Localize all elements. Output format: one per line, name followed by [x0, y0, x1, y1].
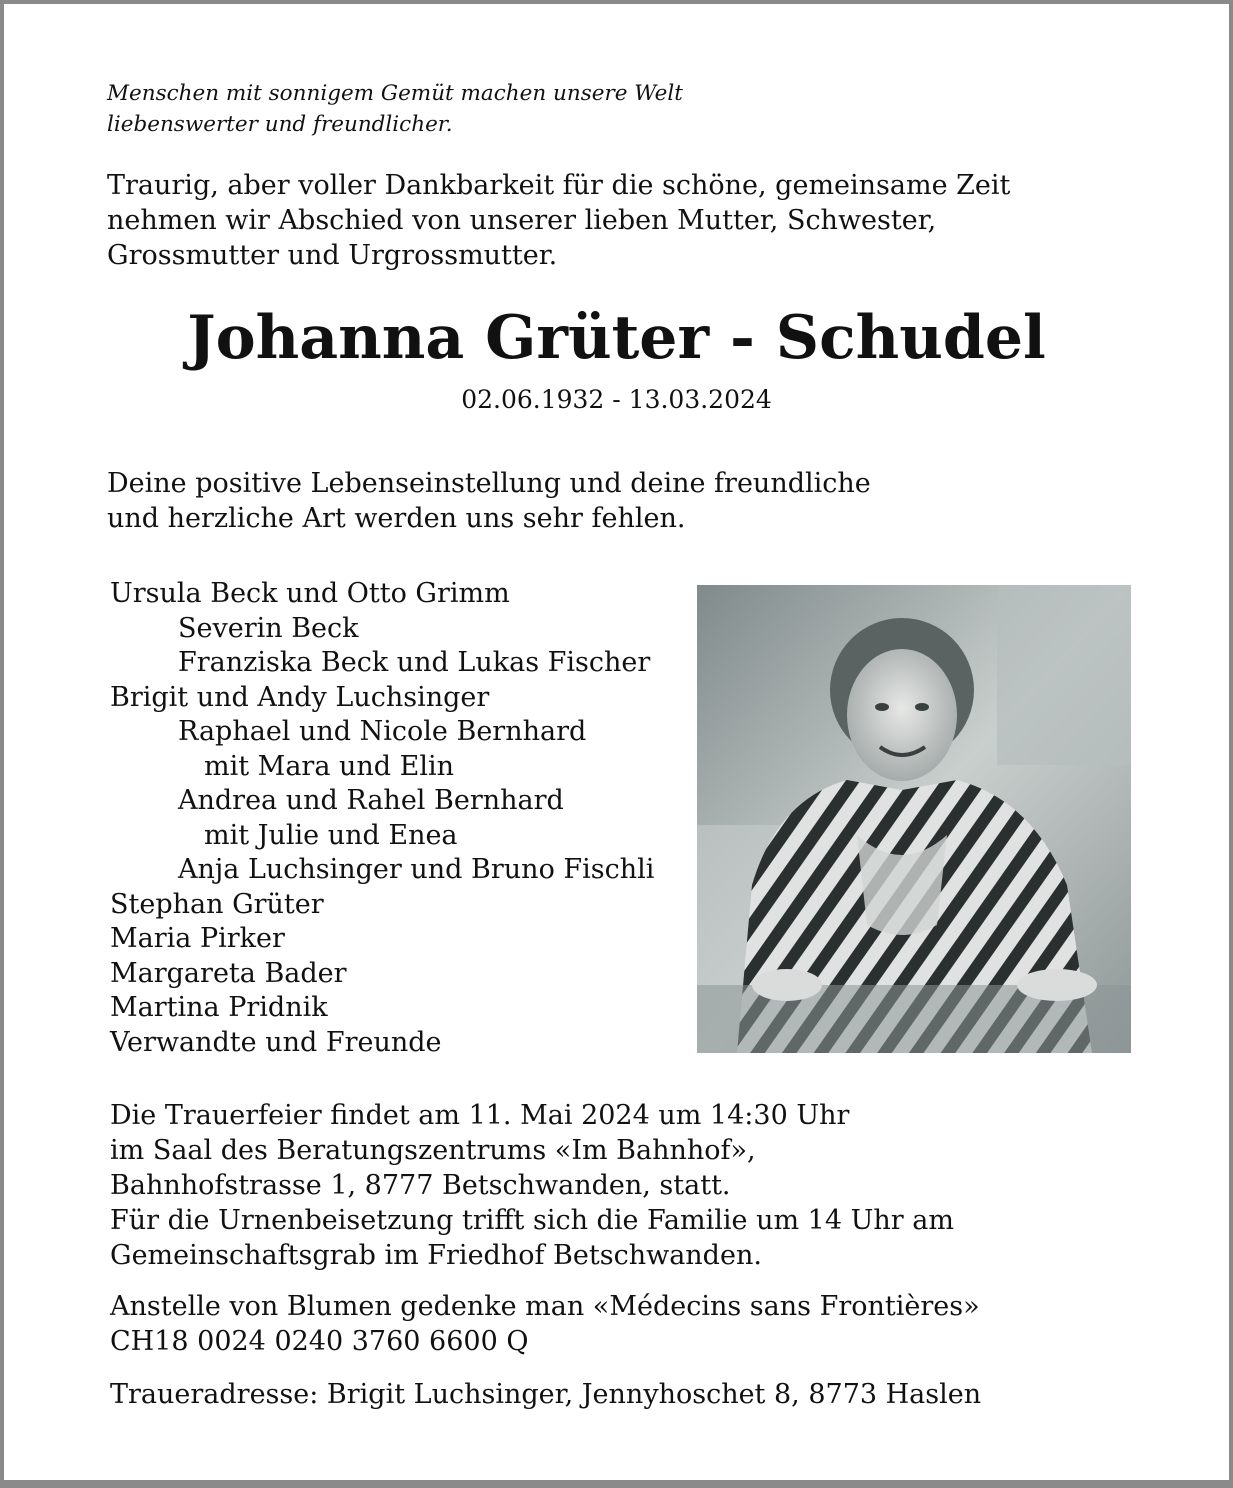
mourner-item: Raphael und Nicole Bernhard: [178, 716, 587, 747]
mourning-address: Traueradresse: Brigit Luchsinger, Jennyhoschet 8, 8773 Haslen: [110, 1379, 982, 1410]
ceremony-line: im Saal des Beratungszentrums «Im Bahnhof»,: [110, 1135, 756, 1166]
tribute-line: und herzliche Art werden uns sehr fehlen.: [107, 503, 686, 534]
tribute-text: [107, 466, 871, 536]
deceased-name: Johanna Grüter - Schudel: [187, 303, 1046, 373]
life-dates: 02.06.1932 - 13.03.2024: [461, 385, 772, 414]
mourner-item: Martina Pridnik: [110, 992, 328, 1023]
mourner-item: Brigit und Andy Luchsinger: [110, 681, 490, 713]
donation-info: [110, 1289, 980, 1359]
motto-quote: [107, 78, 683, 140]
donation-iban: CH18 0024 0240 3760 6600 Q: [110, 1326, 529, 1357]
mourner-item: mit Julie und Enea: [204, 819, 458, 851]
donation-line: Anstelle von Blumen gedenke man «Médecins sans Frontières»: [110, 1291, 980, 1322]
ceremony-line: Gemeinschaftsgrab im Friedhof Betschwanden.: [110, 1240, 762, 1271]
mourner-item: Anja Luchsinger und Bruno Fischli: [178, 854, 655, 885]
mourner-item: mit Mara und Elin: [204, 750, 455, 782]
mourners-list: [110, 577, 654, 1060]
ceremony-line: Die Trauerfeier findet am 11. Mai 2024 um 14:30 Uhr: [110, 1100, 850, 1131]
motto-line: liebenswerter und freundlicher.: [107, 112, 453, 137]
mourner-item: Stephan Grüter: [110, 888, 324, 920]
ceremony-info: [110, 1098, 954, 1273]
motto-line: Menschen mit sonnigem Gemüt machen unsere Welt: [107, 81, 683, 106]
portrait-photo: [697, 585, 1131, 1053]
tribute-line: Deine positive Lebenseinstellung und deine freundliche: [107, 468, 871, 499]
ceremony-line: Bahnhofstrasse 1, 8777 Betschwanden, statt.: [110, 1170, 731, 1201]
mourner-item: Maria Pirker: [110, 923, 285, 954]
portrait-image: [697, 585, 1131, 1053]
mourner-item: Andrea und Rahel Bernhard: [178, 785, 564, 816]
ceremony-line: Für die Urnenbeisetzung trifft sich die Familie um 14 Uhr am: [110, 1205, 954, 1236]
mourner-item: Franziska Beck und Lukas Fischer: [178, 647, 651, 678]
mourner-item: Severin Beck: [178, 612, 359, 644]
intro-line: Traurig, aber voller Dankbarkeit für die schöne, gemeinsame Zeit: [107, 170, 1011, 201]
intro-line: nehmen wir Abschied von unserer lieben Mutter, Schwester,: [107, 205, 937, 236]
intro-line: Grossmutter und Urgrossmutter.: [107, 240, 558, 271]
intro-text: [107, 168, 1010, 273]
mourner-item: Verwandte und Freunde: [110, 1026, 442, 1058]
mourner-item: Margareta Bader: [110, 957, 347, 989]
mourner-item: Ursula Beck und Otto Grimm: [110, 578, 510, 609]
